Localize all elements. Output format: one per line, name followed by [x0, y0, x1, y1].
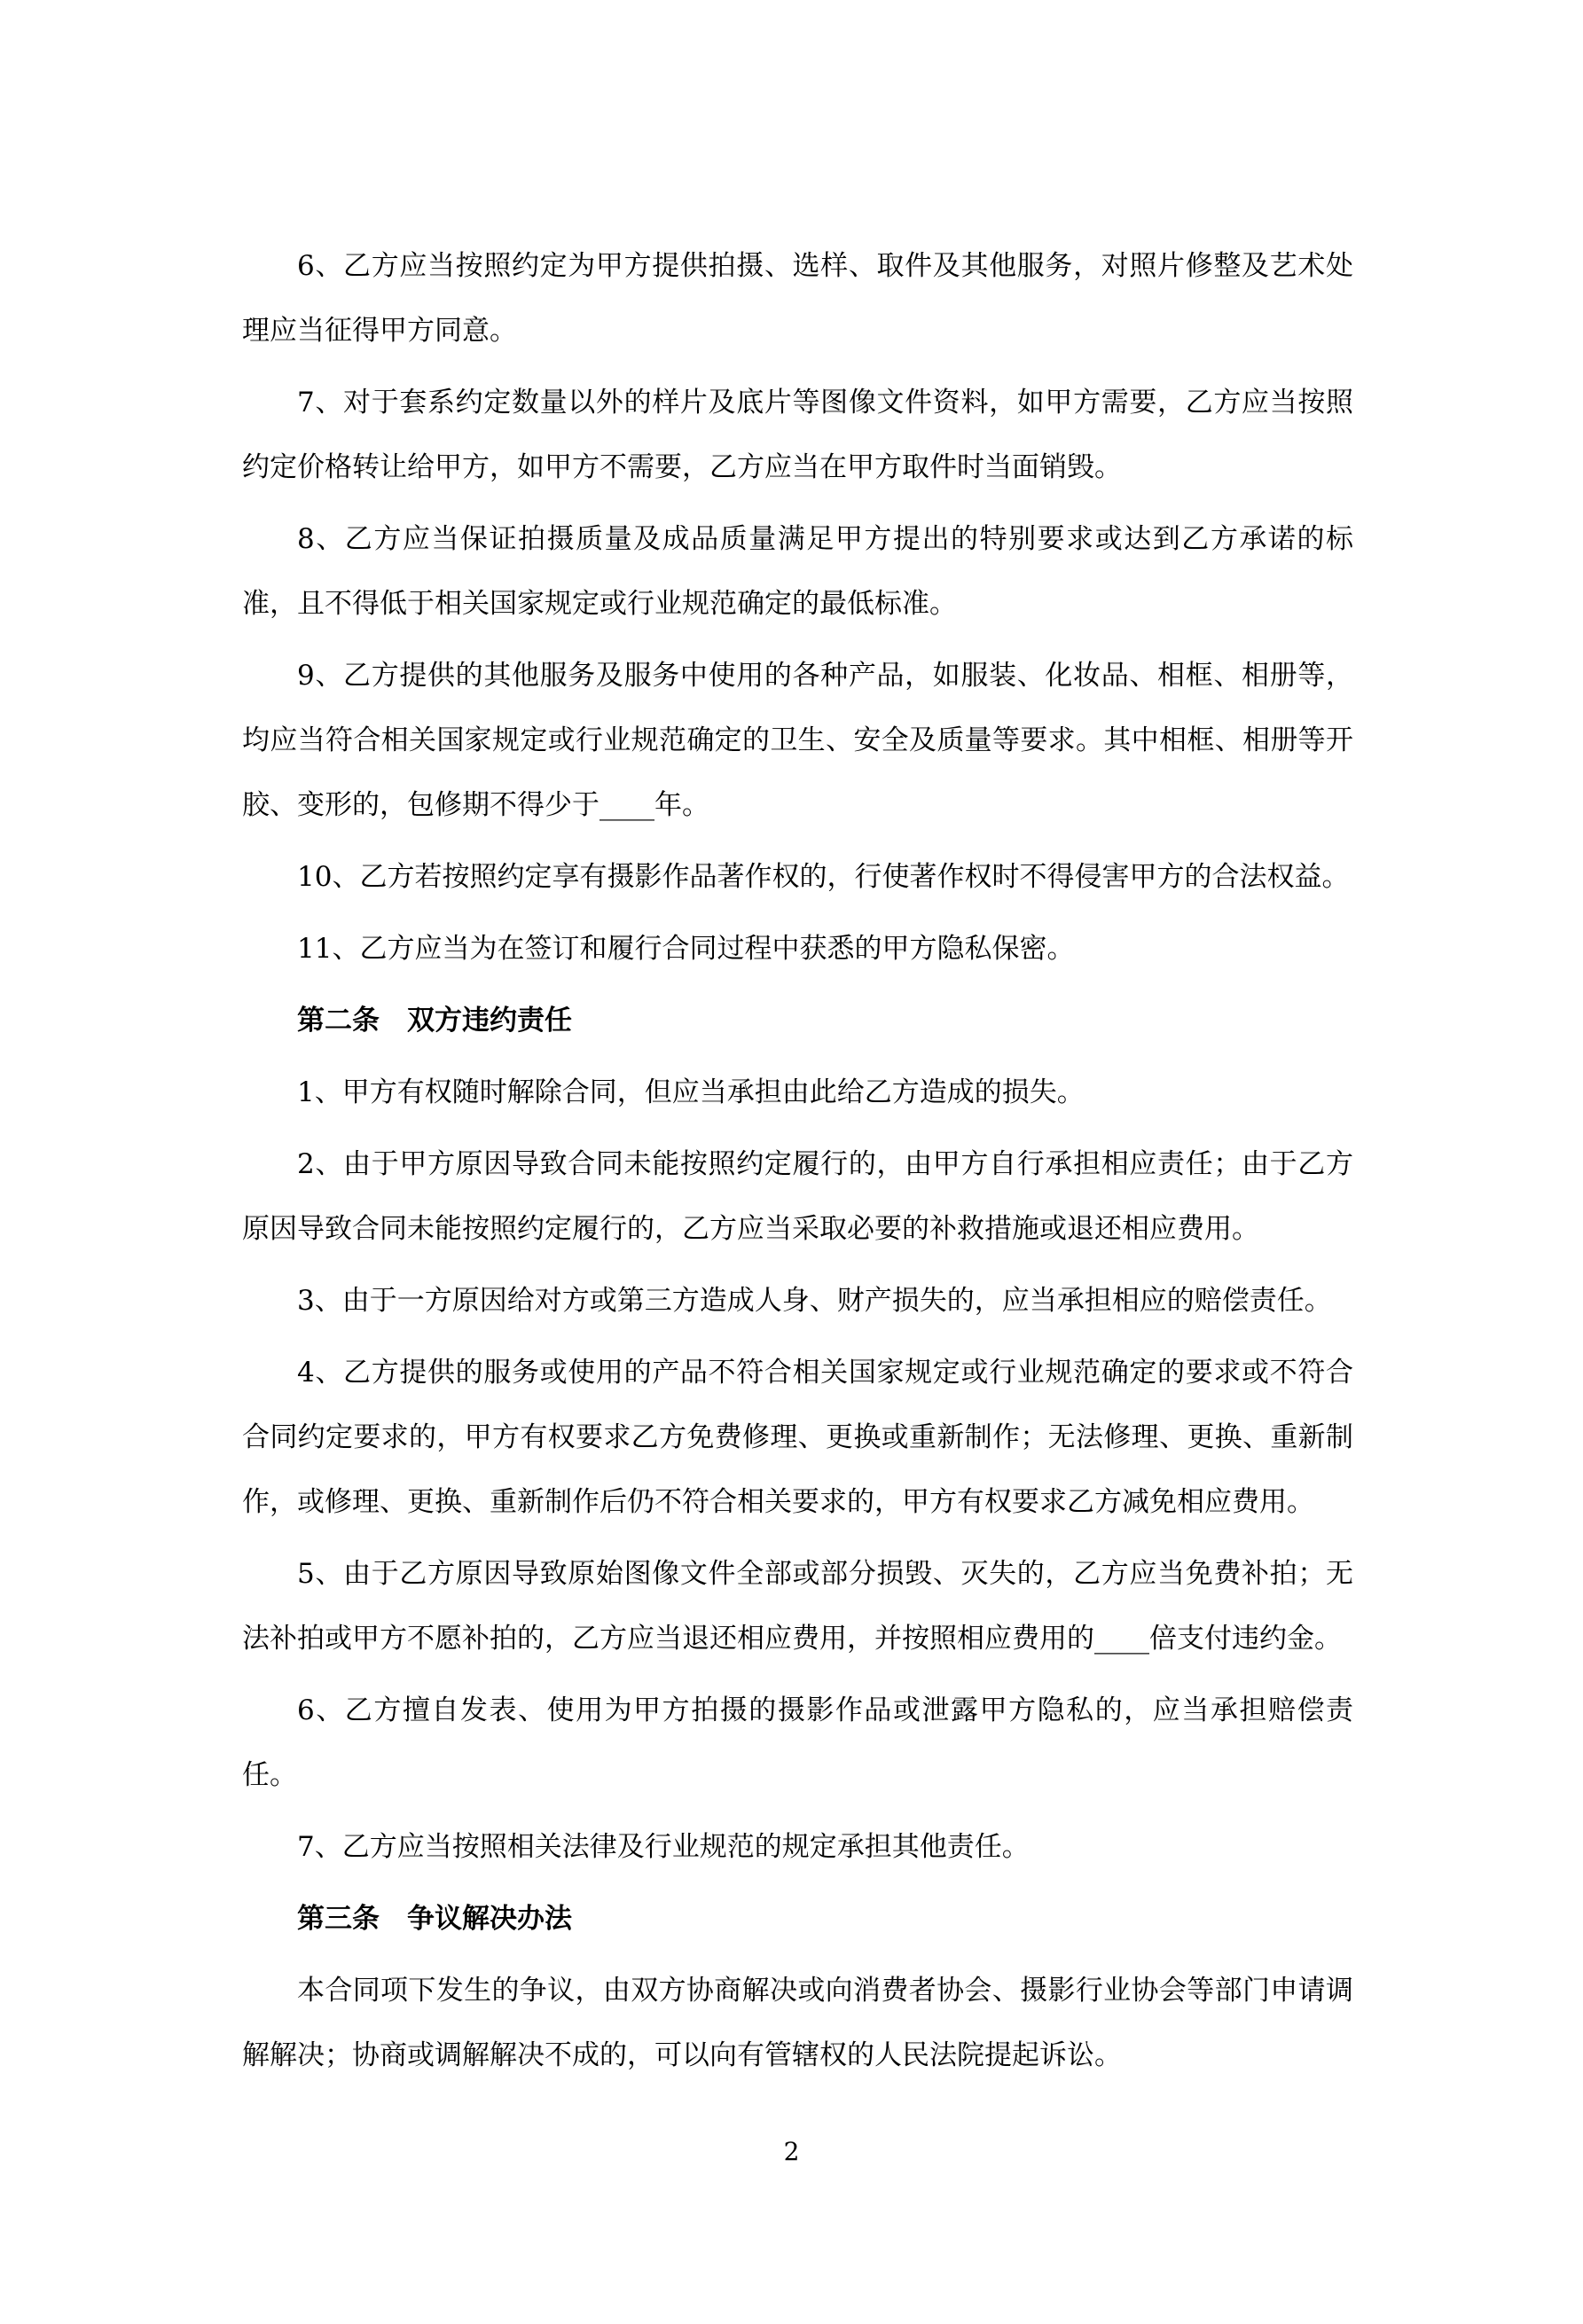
clause-paragraph: 8、乙方应当保证拍摄质量及成品质量满足甲方提出的特别要求或达到乙方承诺的标准，且不得低于相关国家规定或行业规范确定的最低标准。	[242, 523, 1353, 620]
clause-paragraph: 1、甲方有权随时解除合同，但应当承担由此给乙方造成的损失。	[297, 1076, 1085, 1108]
section-heading: 第二条 双方违约责任	[297, 1005, 572, 1037]
clause-paragraph: 10、乙方若按照约定享有摄影作品著作权的，行使著作权时不得侵害甲方的合法权益。	[297, 861, 1350, 893]
clause-paragraph: 9、乙方提供的其他服务及服务中使用的各种产品，如服装、化妆品、相框、相册等，均应当符合相关国家规定或行业规范确定的卫生、安全及质量等要求。其中相框、相册等开胶、变形的，包修期不得少于____年。	[242, 660, 1353, 821]
clause-paragraph: 7、对于套系约定数量以外的样片及底片等图像文件资料，如甲方需要，乙方应当按照约定价格转让给甲方，如甲方不需要，乙方应当在甲方取件时当面销毁。	[242, 387, 1353, 483]
clause-paragraph: 4、乙方提供的服务或使用的产品不符合相关国家规定或行业规范确定的要求或不符合合同约定要求的，甲方有权要求乙方免费修理、更换或重新制作；无法修理、更换、重新制作，或修理、更换、重新制作后仍不符合相关要求的，甲方有权要求乙方减免相应费用。	[242, 1357, 1353, 1518]
page-number: 2	[783, 2137, 800, 2166]
clause-paragraph: 11、乙方应当为在签订和履行合同过程中获悉的甲方隐私保密。	[297, 933, 1075, 965]
clause-paragraph: 5、由于乙方原因导致原始图像文件全部或部分损毁、灭失的，乙方应当免费补拍；无法补拍或甲方不愿补拍的，乙方应当退还相应费用，并按照相应费用的____倍支付违约金。	[242, 1558, 1353, 1655]
clause-paragraph: 7、乙方应当按照相关法律及行业规范的规定承担其他责任。	[297, 1831, 1030, 1863]
clause-paragraph: 6、乙方应当按照约定为甲方提供拍摄、选样、取件及其他服务，对照片修整及艺术处理应当征得甲方同意。	[242, 250, 1353, 347]
clause-paragraph: 2、由于甲方原因导致合同未能按照约定履行的，由甲方自行承担相应责任；由于乙方原因导致合同未能按照约定履行的，乙方应当采取必要的补救措施或退还相应费用。	[242, 1148, 1353, 1245]
clause-paragraph: 3、由于一方原因给对方或第三方造成人身、财产损失的，应当承担相应的赔偿责任。	[297, 1285, 1332, 1317]
clause-paragraph: 6、乙方擅自发表、使用为甲方拍摄的摄影作品或泄露甲方隐私的，应当承担赔偿责任。	[242, 1694, 1353, 1791]
section-heading: 第三条 争议解决办法	[297, 1903, 572, 1935]
clause-paragraph: 本合同项下发生的争议，由双方协商解决或向消费者协会、摄影行业协会等部门申请调解解决；协商或调解解决不成的，可以向有管辖权的人民法院提起诉讼。	[242, 1975, 1353, 2071]
document-body	[242, 234, 1353, 2095]
